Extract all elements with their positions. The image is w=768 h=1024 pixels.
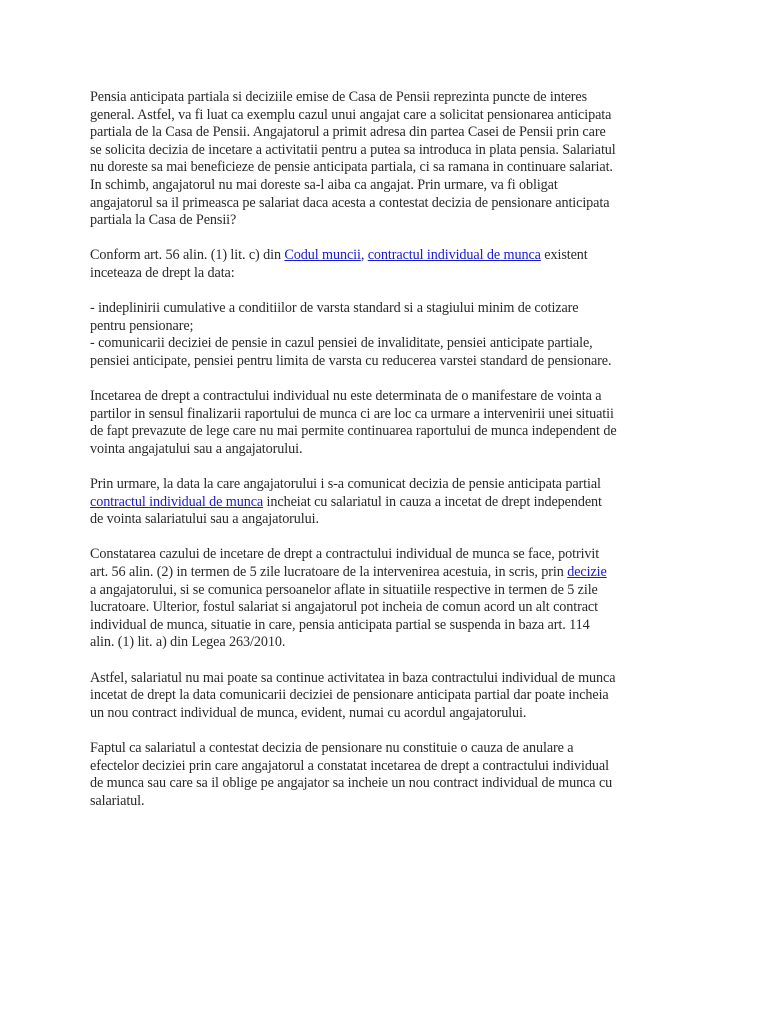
- text-segment: a angajatorului, si se comunica persoanelor aflate in situatiile respective in termen de 5 zile: [90, 581, 598, 598]
- text-line: [90, 247, 684, 265]
- text-segment: partilor in sensul finalizarii raportului de munca ci are loc ca urmare a intervenirii unei situatii: [90, 405, 614, 422]
- text-line: [90, 775, 684, 793]
- text-segment: general. Astfel, va fi luat ca exemplu cazul unui angajat care a solicitat pensionarea anticipata: [90, 106, 612, 123]
- text-line: [90, 511, 684, 529]
- text-segment: alin. (1) lit. a) din Legea 263/2010.: [90, 634, 286, 651]
- text-segment: vointa angajatului sau a angajatorului.: [90, 440, 303, 457]
- text-segment: In schimb, angajatorul nu mai doreste sa-l aiba ca angajat. Prin urmare, va fi obligat: [90, 176, 558, 193]
- text-line: [90, 476, 684, 494]
- paragraph: [90, 388, 684, 458]
- text-line: [90, 634, 684, 652]
- text-segment: pensiei anticipate, pensiei pentru limita de varsta cu reducerea varstei standard de pensionare.: [90, 352, 612, 369]
- text-segment: Incetarea de drept a contractului individual nu este determinata de o manifestare de vointa a: [90, 388, 602, 405]
- inline-link[interactable]: decizie: [567, 564, 607, 581]
- text-segment: individual de munca, situatie in care, pensia anticipata partial se suspenda in baza art. 114: [90, 616, 590, 633]
- text-segment: nu doreste sa mai beneficieze de pensie anticipata partiala, ci sa ramana in continuare salariat.: [90, 159, 613, 176]
- text-line: [90, 107, 684, 125]
- text-line: [90, 793, 684, 811]
- text-segment: pentru pensionare;: [90, 317, 194, 334]
- text-line: [90, 494, 684, 512]
- inline-link[interactable]: Codul muncii: [284, 247, 361, 264]
- text-line: [90, 353, 684, 371]
- text-segment: Astfel, salariatul nu mai poate sa continue activitatea in baza contractului individual de munca: [90, 669, 616, 686]
- document-body: [90, 89, 684, 828]
- text-segment: de fapt prevazute de lege care nu mai permite continuarea raportului de munca independent de: [90, 423, 617, 440]
- text-segment: angajatorul sa il primeasca pe salariat daca acesta a contestat decizia de pensionare anticipata: [90, 194, 610, 211]
- text-line: [90, 423, 684, 441]
- text-line: [90, 124, 684, 142]
- text-segment: - indeplinirii cumulative a conditiilor de varsta standard si a stagiului minim de cotizare: [90, 300, 579, 317]
- text-line: [90, 89, 684, 107]
- text-line: [90, 318, 684, 336]
- paragraph: [90, 300, 684, 370]
- text-line: [90, 758, 684, 776]
- text-segment: art. 56 alin. (2) in termen de 5 zile lucratoare de la intervenirea acestuia, in scris, prin: [90, 564, 568, 581]
- text-segment: incetat de drept la data comunicarii deciziei de pensionare anticipata partial dar poate incheia: [90, 687, 609, 704]
- paragraph: [90, 546, 684, 652]
- text-line: [90, 195, 684, 213]
- text-segment: Pensia anticipata partiala si deciziile emise de Casa de Pensii reprezinta puncte de interes: [90, 89, 588, 105]
- paragraph: [90, 247, 684, 282]
- text-line: [90, 335, 684, 353]
- text-segment: existent: [540, 247, 588, 264]
- paragraph: [90, 670, 684, 723]
- text-line: [90, 159, 684, 177]
- paragraph: [90, 740, 684, 810]
- text-segment: Prin urmare, la data la care angajatorului i s-a comunicat decizia de pensie anticipata partial: [90, 476, 601, 493]
- text-line: [90, 300, 684, 318]
- text-line: [90, 582, 684, 600]
- text-segment: de munca sau care sa il oblige pe angajator sa incheie un nou contract individual de munca cu: [90, 775, 613, 792]
- text-line: [90, 388, 684, 406]
- text-line: [90, 670, 684, 688]
- text-segment: efectelor deciziei prin care angajatorul a constatat incetarea de drept a contractului individual: [90, 757, 609, 774]
- text-line: [90, 740, 684, 758]
- text-segment: lucratoare. Ulterior, fostul salariat si angajatorul pot incheia de comun acord un alt contract: [90, 599, 598, 616]
- text-segment: - comunicarii deciziei de pensie in cazul pensiei de invaliditate, pensiei anticipate partiale,: [90, 335, 593, 352]
- text-segment: ,: [360, 247, 368, 264]
- text-line: [90, 599, 684, 617]
- paragraph: [90, 89, 684, 230]
- text-line: [90, 546, 684, 564]
- text-line: [90, 705, 684, 723]
- inline-link[interactable]: contractul individual de munca: [90, 493, 264, 510]
- text-segment: se solicita decizia de incetare a activitatii pentru a putea sa introduca in plata pensia. Salariatul: [90, 141, 616, 158]
- text-segment: Constatarea cazului de incetare de drept a contractului individual de munca se face, potrivit: [90, 546, 600, 563]
- text-line: [90, 406, 684, 424]
- text-segment: salariatul.: [90, 792, 145, 809]
- text-line: [90, 441, 684, 459]
- text-line: [90, 212, 684, 230]
- text-line: [90, 177, 684, 195]
- inline-link[interactable]: contractul individual de munca: [367, 247, 541, 264]
- text-line: [90, 142, 684, 160]
- text-line: [90, 617, 684, 635]
- text-segment: partiala la Casa de Pensii?: [90, 212, 237, 229]
- text-segment: de vointa salariatului sau a angajatorului.: [90, 511, 319, 528]
- text-segment: Conform art. 56 alin. (1) lit. c) din: [90, 247, 285, 264]
- paragraph: [90, 476, 684, 529]
- text-line: [90, 265, 684, 283]
- text-line: [90, 564, 684, 582]
- text-line: [90, 687, 684, 705]
- text-segment: incheiat cu salariatul in cauza a incetat de drept independent: [263, 493, 602, 510]
- text-segment: Faptul ca salariatul a contestat decizia de pensionare nu constituie o cauza de anulare a: [90, 739, 574, 756]
- text-segment: inceteaza de drept la data:: [90, 264, 235, 281]
- text-segment: partiala de la Casa de Pensii. Angajatorul a primit adresa din partea Casei de Pensii prin care: [90, 124, 606, 141]
- text-segment: un nou contract individual de munca, evident, numai cu acordul angajatorului.: [90, 704, 527, 721]
